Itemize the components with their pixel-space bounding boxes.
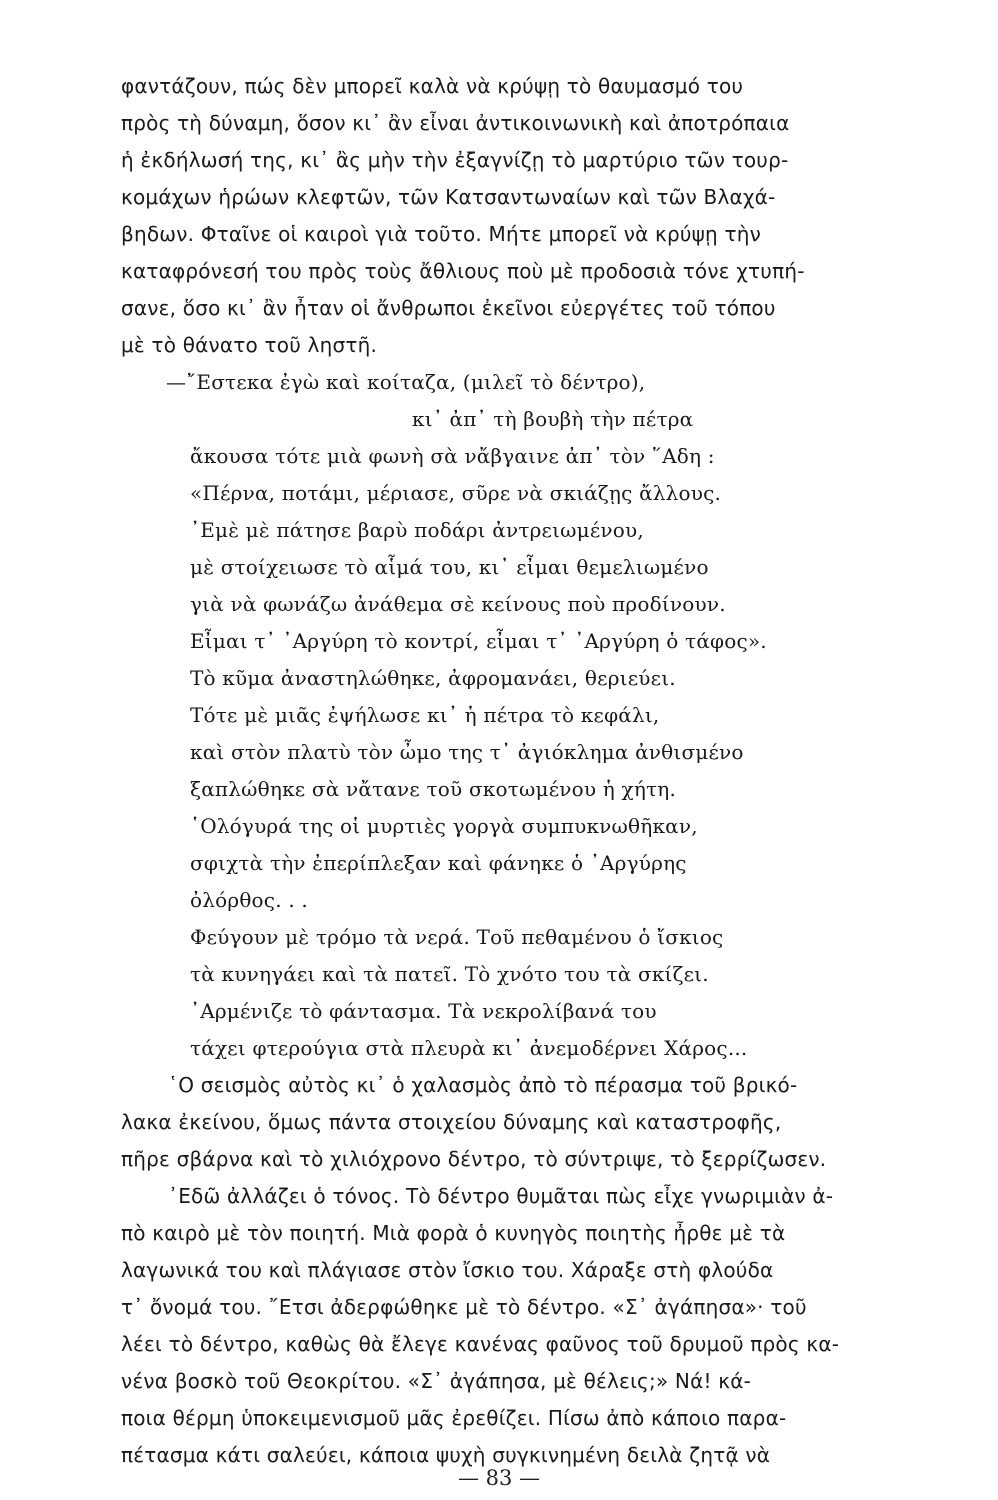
prose-line: καταφρόνεσή του πρὸς τοὺς ἄθλιους ποὺ μὲ προδοσιὰ τόνε χτυπή- — [121, 259, 805, 283]
poem-line: ὀλόρθος. . . — [190, 888, 308, 912]
poem-line: καὶ στὸν πλατὺ τὸν ὦμο της τ᾽ ἀγιόκλημα ἀνθισμένο — [190, 740, 744, 764]
poem-line: τὰ κυνηγάει καὶ τὰ πατεῖ. Τὸ χνότο του τὰ σκίζει. — [190, 962, 709, 986]
prose-line: ἡ ἐκδήλωσή της, κι᾽ ἂς μὴν τὴν ἐξαγνίζῃ τὸ μαρτύριο τῶν τουρ- — [121, 148, 789, 172]
poem-line: Τότε μὲ μιᾶς ἐψήλωσε κι᾽ ἡ πέτρα τὸ κεφάλι, — [190, 703, 660, 727]
prose-line: πρὸς τὴ δύναμη, ὅσον κι᾽ ἂν εἶναι ἀντικοινωνικὴ καὶ ἀποτρόπαια — [121, 111, 790, 135]
prose-line: πῆρε σβάρνα καὶ τὸ χιλιόχρονο δέντρο, τὸ σύντριψε, τὸ ξερρίζωσεν. — [121, 1147, 827, 1171]
prose-line: πέτασμα κάτι σαλεύει, κάποια ψυχὴ συγκινημένη δειλὰ ζητᾷ νὰ — [121, 1443, 771, 1467]
poem-line: Εἶμαι τ᾽ ᾽Αργύρη τὸ κοντρί, εἶμαι τ᾽ ᾽Αργύρη ὁ τάφος». — [190, 629, 767, 653]
poem-line: ἄκουσα τότε μιὰ φωνὴ σὰ νἄβγαινε ἀπ᾽ τὸν ῞Αδη : — [190, 444, 715, 468]
poem-line: σφιχτὰ τὴν ἐπερίπλεξαν καὶ φάνηκε ὁ ᾽Αργύρης — [190, 851, 687, 875]
poem-line: κι᾽ ἀπ᾽ τὴ βουβὴ τὴν πέτρα — [412, 407, 694, 431]
prose-line: ᾽Εδῶ ἀλλάζει ὁ τόνος. Τὸ δέντρο θυμᾶται πὼς εἶχε γνωριμιὰν ἀ- — [168, 1184, 834, 1208]
poem-line: τάχει φτερούγια στὰ πλευρὰ κι᾽ ἀνεμοδέρνει Χάρος... — [190, 1036, 748, 1060]
prose-line: σανε, ὅσο κι᾽ ἂν ἦταν οἱ ἄνθρωποι ἐκεῖνοι εὐεργέτες τοῦ τόπου — [121, 296, 776, 320]
prose-line: λαγωνικά του καὶ πλάγιασε στὸν ἴσκιο του. Χάραξε στὴ φλούδα — [121, 1258, 774, 1282]
poem-line: Φεύγουν μὲ τρόμο τὰ νερά. Τοῦ πεθαμένου ὁ ἴσκιος — [190, 925, 724, 949]
poem-line: —῎Εστεκα ἐγὼ καὶ κοίταζα, (μιλεῖ τὸ δέντρο), — [166, 370, 646, 394]
poem-line: μὲ στοίχειωσε τὸ αἷμά του, κι᾽ εἶμαι θεμελιωμένο — [190, 555, 709, 579]
prose-line: τ᾽ ὄνομά του. ῎Ετσι ἀδερφώθηκε μὲ τὸ δέντρο. «Σ᾽ ἀγάπησα»· τοῦ — [121, 1295, 807, 1319]
prose-line: λέει τὸ δέντρο, καθὼς θὰ ἔλεγε κανένας φαῦνος τοῦ δρυμοῦ πρὸς κα- — [121, 1332, 840, 1356]
prose-line: φαντάζουν, πώς δὲν μπορεῖ καλὰ νὰ κρύψῃ τὸ θαυμασμό του — [121, 74, 744, 98]
prose-line: ῾Ο σεισμὸς αὐτὸς κι᾽ ὁ χαλασμὸς ἀπὸ τὸ πέρασμα τοῦ βρικό- — [168, 1073, 798, 1097]
poem-line: γιὰ νὰ φωνάζω ἀνάθεμα σὲ κείνους ποὺ προδίνουν. — [190, 592, 726, 616]
poem-line: ᾽Εμὲ μὲ πάτησε βαρὺ ποδάρι ἀντρειωμένου, — [190, 518, 644, 542]
poem-line: Τὸ κῦμα ἀναστηλώθηκε, ἀφρομανάει, θεριεύει. — [190, 666, 676, 690]
poem-line: ᾽Αρμένιζε τὸ φάντασμα. Τὰ νεκρολίβανά του — [190, 999, 657, 1023]
prose-line: ποια θέρμη ὑποκειμενισμοῦ μᾶς ἐρεθίζει. Πίσω ἀπὸ κάποιο παρα- — [121, 1406, 787, 1430]
prose-line: μὲ τὸ θάνατο τοῦ ληστῆ. — [121, 333, 378, 357]
poem-line: «Πέρνα, ποτάμι, μέριασε, σῦρε νὰ σκιάζῃς ἄλλους. — [190, 481, 722, 505]
prose-line: νένα βοσκὸ τοῦ Θεοκρίτου. «Σ᾽ ἀγάπησα, μὲ θέλεις;» Νά! κά- — [121, 1369, 752, 1393]
prose-line: πὸ καιρὸ μὲ τὸν ποιητή. Μιὰ φορὰ ὁ κυνηγὸς ποιητὴς ἦρθε μὲ τὰ — [121, 1221, 786, 1245]
prose-line: βηδων. Φταῖνε οἱ καιροὶ γιὰ τοῦτο. Μήτε μπορεῖ νὰ κρύψῃ τὴν — [121, 222, 761, 246]
poem-line: ξαπλώθηκε σὰ νἄτανε τοῦ σκοτωμένου ἡ χήτη. — [190, 777, 677, 801]
prose-line: κομάχων ἡρώων κλεφτῶν, τῶν Κατσαντωναίων καὶ τῶν Βλαχά- — [121, 185, 776, 209]
prose-line: λακα ἐκείνου, ὅμως πάντα στοιχείου δύναμης καὶ καταστροφῆς, — [121, 1110, 782, 1134]
page-number: — 83 — — [457, 1466, 541, 1490]
poem-line: ῾Ολόγυρά της οἱ μυρτιὲς γοργὰ συμπυκνωθῆκαν, — [190, 814, 698, 838]
